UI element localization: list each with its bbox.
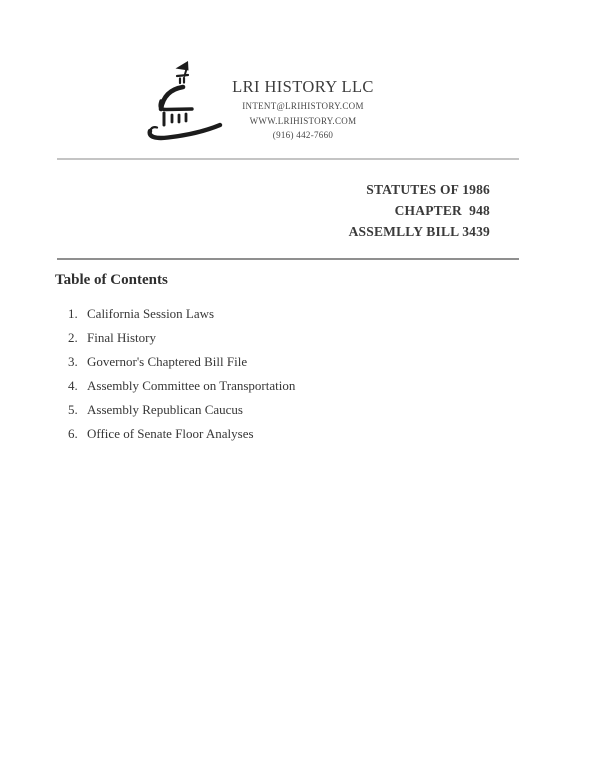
toc-item [68,427,295,441]
toc-item-number: 5. [68,402,78,417]
chapter-line: CHAPTER 948 [394,203,490,218]
toc-item [68,307,295,321]
company-phone: (916) 442-7660 [272,130,334,140]
statutes-year-line: STATUTES OF 1986 [366,182,490,197]
toc-list [68,307,295,451]
header-divider [57,158,519,160]
toc-item-label: Final History [87,330,156,345]
toc-item-label: Assembly Committee on Transportation [87,378,296,393]
toc-item-label: California Session Laws [87,306,215,321]
toc-item [68,379,295,393]
toc-item-number: 4. [68,378,78,393]
company-name: LRI HISTORY LLC [232,77,374,96]
letterhead [190,77,416,143]
toc-item-number: 1. [68,306,78,321]
toc-item-number: 3. [68,354,78,369]
section-divider [57,258,519,260]
toc-title: Table of Contents [55,272,168,288]
assembly-bill-line: ASSEMLLY BILL 3439 [348,224,490,239]
toc-item [68,403,295,417]
toc-item [68,355,295,369]
toc-item-number: 2. [68,330,78,345]
toc-item-label: Office of Senate Floor Analyses [87,426,254,441]
document-info-block [349,179,490,242]
toc-item-number: 6. [68,426,78,441]
toc-item-label: Governor's Chaptered Bill File [87,354,248,369]
company-email: INTENT@LRIHISTORY.COM [242,101,364,111]
toc-item [68,331,295,345]
company-website: WWW.LRIHISTORY.COM [249,115,357,126]
toc-item-label: Assembly Republican Caucus [87,402,243,417]
